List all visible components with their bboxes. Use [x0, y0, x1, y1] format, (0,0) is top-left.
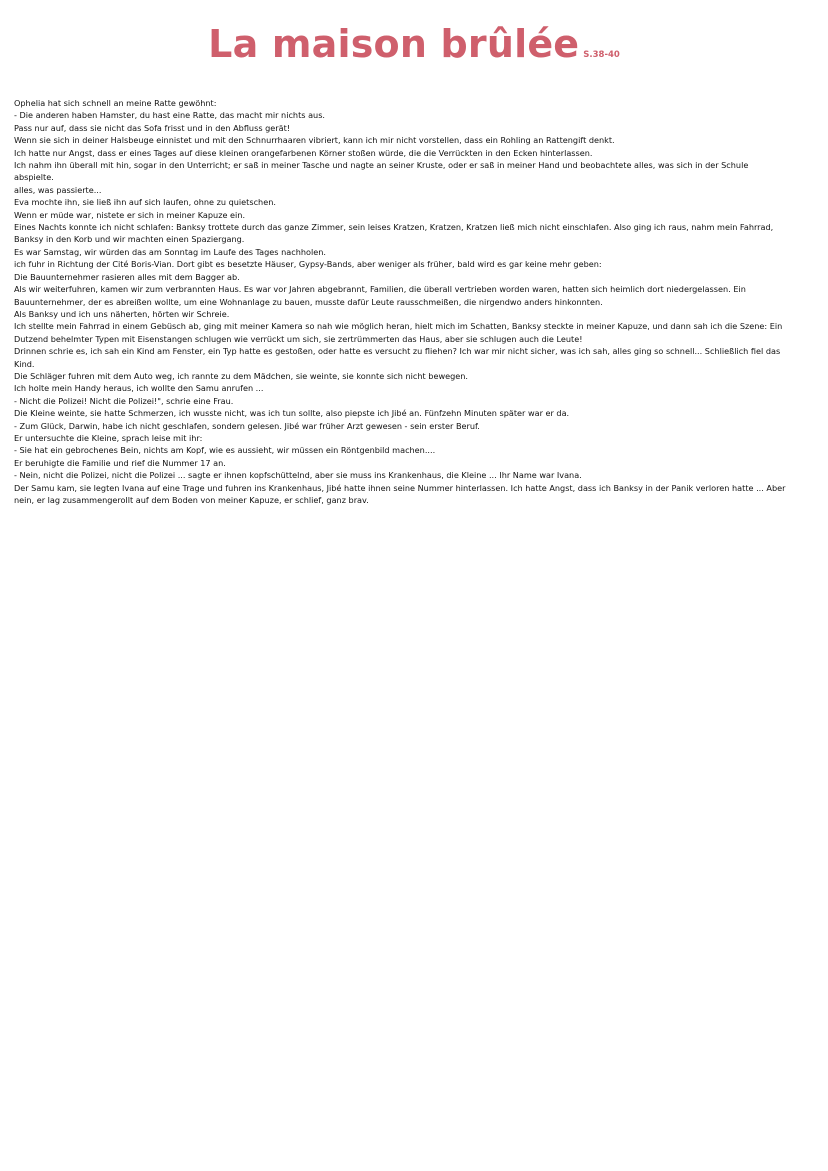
paragraph: Es war Samstag, wir würden das am Sonntag im Laufe des Tages nachholen.: [14, 246, 326, 257]
paragraph: Ich hatte nur Angst, dass er eines Tages auf diese kleinen orangefarbenen Körner stoßen würde, die die Verrückten in den Ecken hinterlassen.: [14, 147, 593, 158]
paragraph: - Zum Glück, Darwin, habe ich nicht geschlafen, sondern gelesen. Jibé war früher Arzt gewesen - sein erster Beruf.: [14, 420, 480, 431]
paragraph: Ich holte mein Handy heraus, ich wollte den Samu anrufen ...: [14, 383, 264, 394]
paragraph: Wenn er müde war, nistete er sich in meiner Kapuze ein.: [14, 209, 246, 220]
paragraph: ich fuhr in Richtung der Cité Boris-Vian. Dort gibt es besetzte Häuser, Gypsy-Bands, aber weniger als früher, bald wird es gar keine mehr geben:: [14, 259, 602, 270]
paragraph: Als wir weiterfuhren, kamen wir zum verbrannten Haus. Es war vor Jahren abgebrannt, Familien, die überall vertrieben worden waren, hatten sich heimlich dort niedergelassen. Ein Bauunternehmer, der es abreißen wollte, um eine Wohnanlage zu bauen, musste dafür Leute rausschmeißen, die nirgendwo anders hinkonnten.: [14, 284, 746, 307]
paragraph: Die Schläger fuhren mit dem Auto weg, ich rannte zu dem Mädchen, sie weinte, sie konnte sich nicht bewegen.: [14, 370, 468, 381]
paragraph: Er beruhigte die Familie und rief die Nummer 17 an.: [14, 457, 226, 468]
paragraph: - Nein, nicht die Polizei, nicht die Polizei ... sagte er ihnen kopfschüttelnd, aber sie muss ins Krankenhaus, die Kleine ... Ihr Name war Ivana.: [14, 470, 582, 481]
paragraph: Die Bauunternehmer rasieren alles mit dem Bagger ab.: [14, 271, 240, 282]
title-block: [0, 22, 828, 66]
paragraph: - Sie hat ein gebrochenes Bein, nichts am Kopf, wie es aussieht, wir müssen ein Röntgenbild machen....: [14, 445, 436, 456]
paragraph: Die Kleine weinte, sie hatte Schmerzen, ich wusste nicht, was ich tun sollte, also piepste ich Jibé an. Fünfzehn Minuten später war er da.: [14, 408, 570, 419]
paragraph: - Nicht die Polizei! Nicht die Polizei!", schrie eine Frau.: [14, 395, 234, 406]
paragraph: Drinnen schrie es, ich sah ein Kind am Fenster, ein Typ hatte es gestoßen, oder hatte es versucht zu fliehen? Ich war mir nicht sicher, was ich sah, alles ging so schnell... Schließlich fiel das Kind.: [14, 346, 781, 369]
paragraph: Als Banksy und ich uns näherten, hörten wir Schreie.: [14, 308, 230, 319]
paragraph: Ich nahm ihn überall mit hin, sogar in den Unterricht; er saß in meiner Tasche und nagte an seiner Kruste, oder er saß in meiner Hand und beobachtete alles, was sich in der Schule abspielte.: [14, 160, 749, 183]
paragraph: Ophelia hat sich schnell an meine Ratte gewöhnt:: [14, 98, 217, 108]
paragraph: Ich stellte mein Fahrrad in einem Gebüsch ab, ging mit meiner Kamera so nah wie möglich heran, hielt mich im Schatten, Banksy steckte in meiner Kapuze, und dann sah ich die Szene: Ein Dutzend behelmter Typen mit Eisenstangen schlugen wie verrückt um sich, sie zertrümmerten das Haus, aber sie schlugen auch die Leute!: [14, 321, 783, 344]
paragraph: - Die anderen haben Hamster, du hast eine Ratte, das macht mir nichts aus.: [14, 110, 326, 121]
page-title: La maison brûlée: [208, 22, 580, 66]
page-reference: S.38-40: [583, 50, 620, 60]
paragraph: Er untersuchte die Kleine, sprach leise mit ihr:: [14, 432, 203, 443]
body-text: [14, 97, 789, 506]
paragraph: Wenn sie sich in deiner Halsbeuge einnistet und mit den Schnurrhaaren vibriert, kann ich mir nicht vorstellen, dass ein Rohling an Rattengift denkt.: [14, 135, 615, 146]
paragraph: alles, was passierte...: [14, 184, 102, 195]
paragraph: Eva mochte ihn, sie ließ ihn auf sich laufen, ohne zu quietschen.: [14, 197, 276, 208]
paragraph: Pass nur auf, dass sie nicht das Sofa frisst und in den Abfluss gerät!: [14, 122, 291, 133]
paragraph: Eines Nachts konnte ich nicht schlafen: Banksy trottete durch das ganze Zimmer, sein leises Kratzen, Kratzen, Kratzen ließ mich nicht einschlafen. Also ging ich raus, nahm mein Fahrrad, Banksy in den Korb und wir machten einen Spaziergang.: [14, 222, 774, 245]
paragraph: Der Samu kam, sie legten Ivana auf eine Trage und fuhren ins Krankenhaus, Jibé hatte ihnen seine Nummer hinterlassen. Ich hatte Angst, dass ich Banksy in der Panik verloren hatte ... Aber nein, er lag zusammengerollt auf dem Boden von meiner Kapuze, er schlief, ganz brav.: [14, 482, 786, 505]
